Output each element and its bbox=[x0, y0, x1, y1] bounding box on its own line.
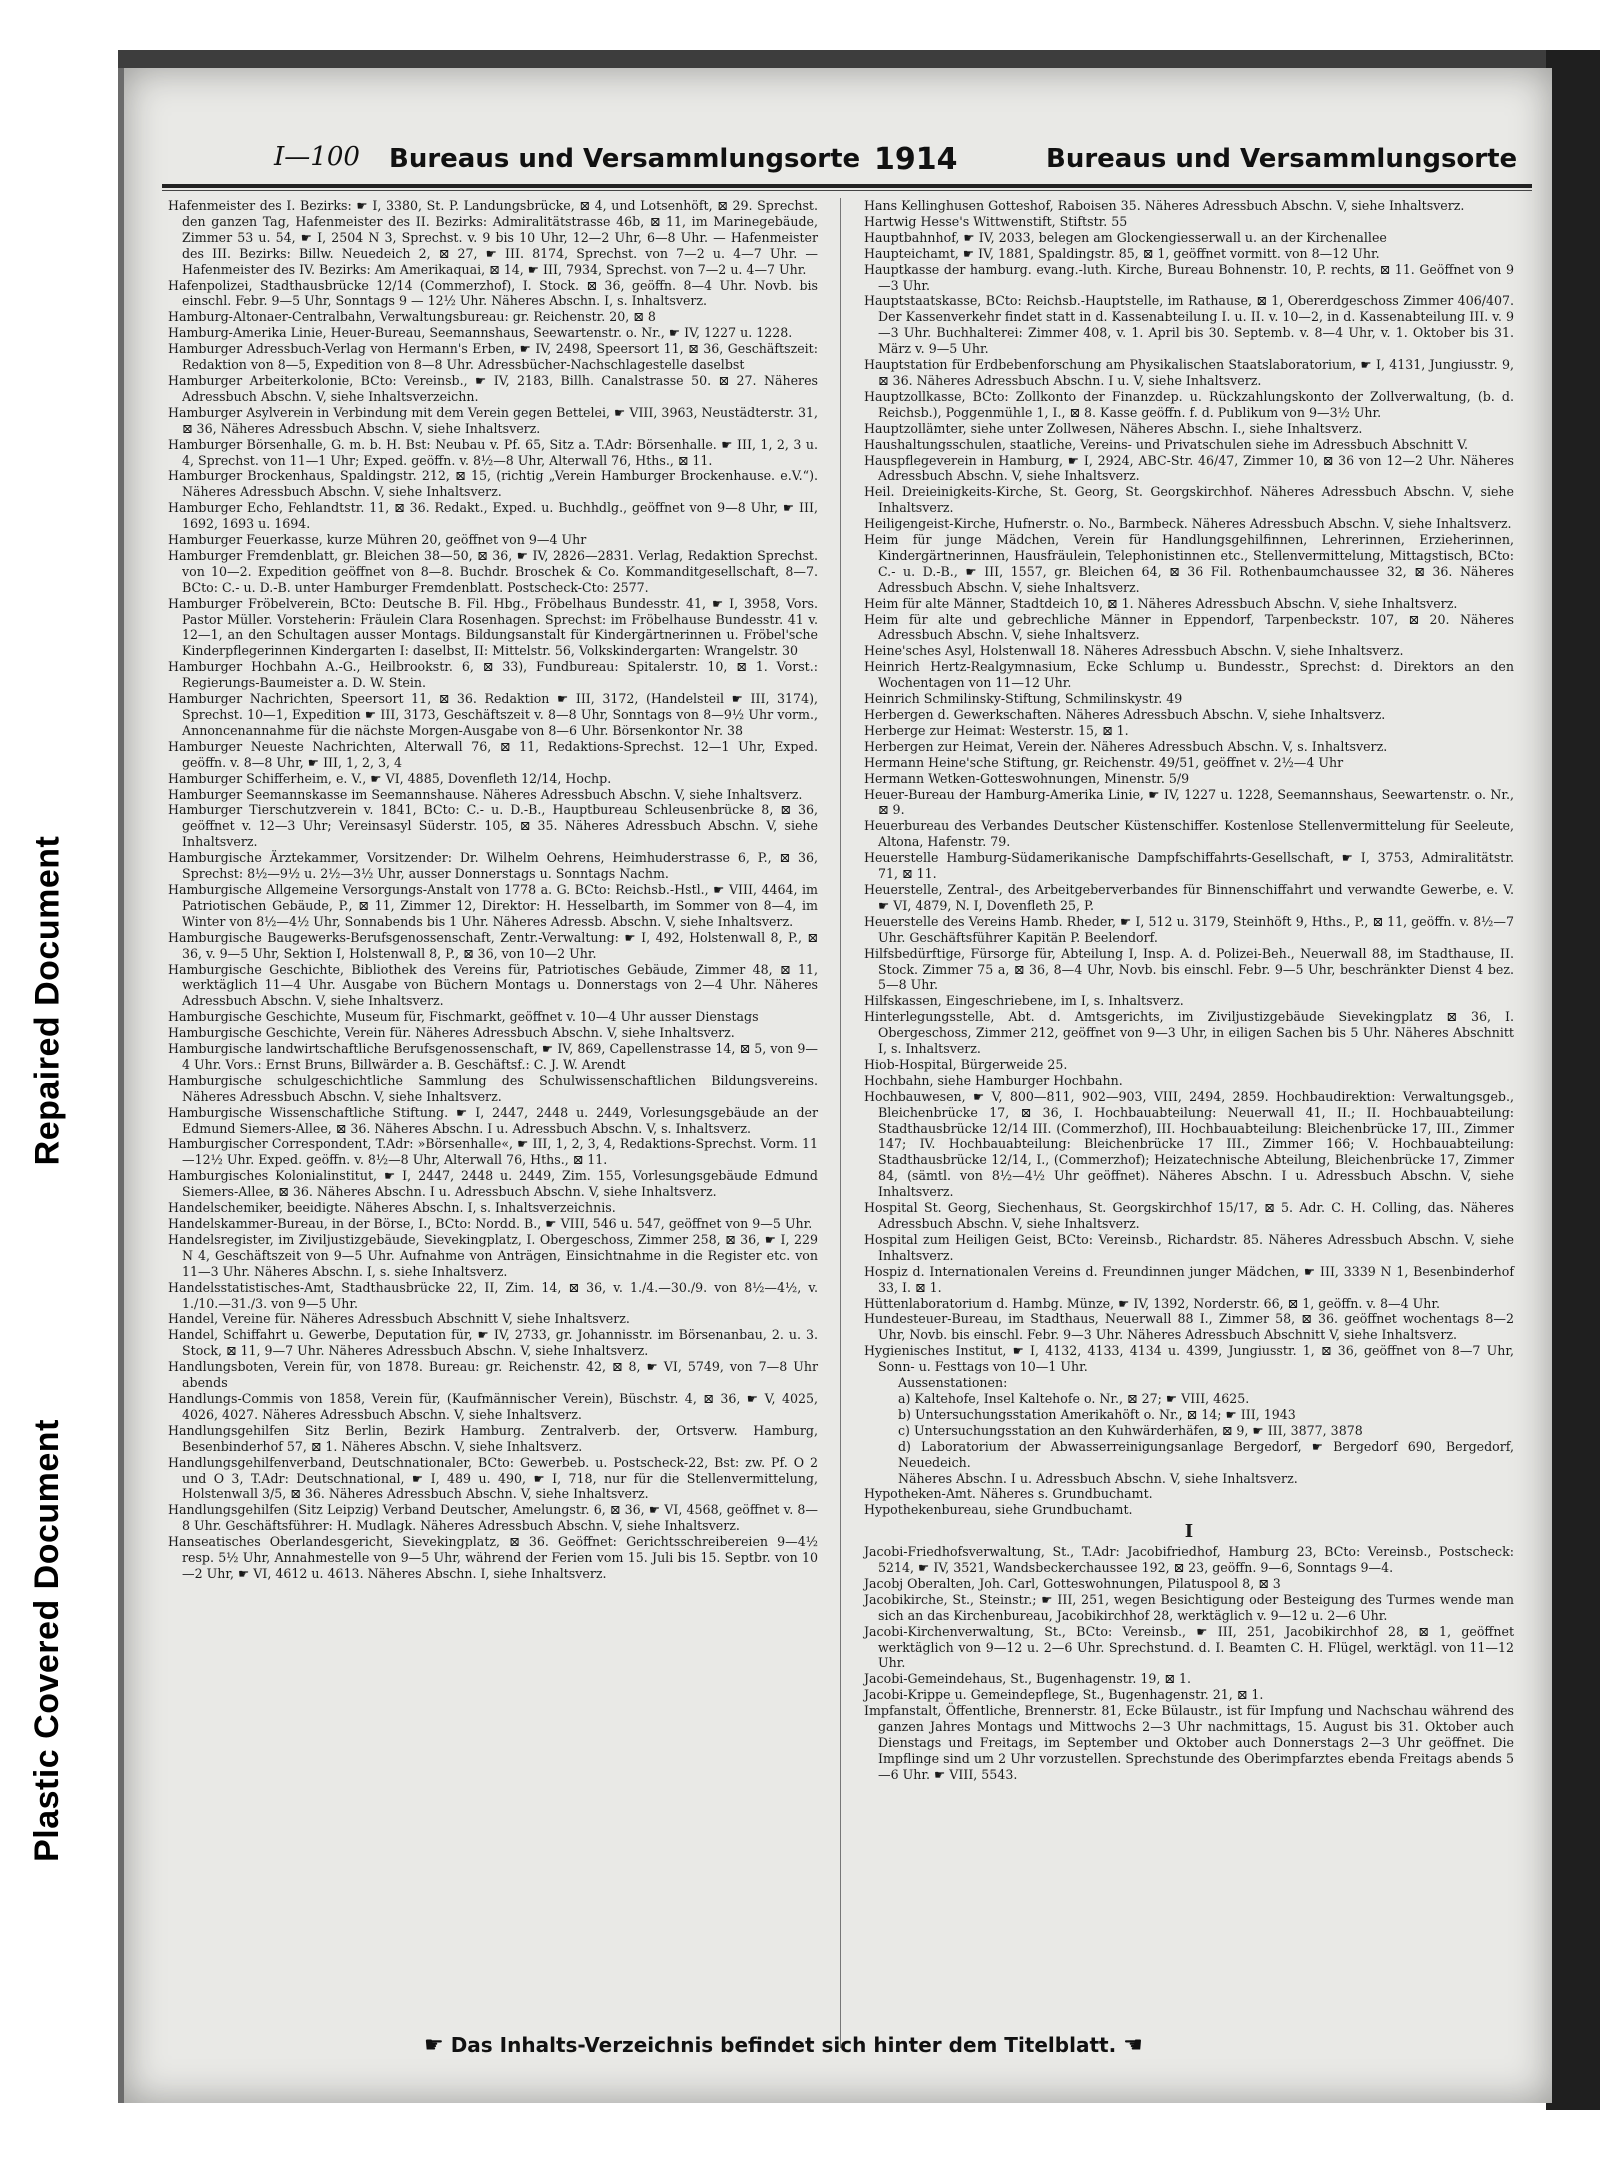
substation-item: d) Laboratorium der Abwasserreinigungsanlage Bergedorf, ☛ Bergedorf 690, Bergedorf, Neuedeich. bbox=[898, 1438, 1514, 1470]
directory-entry: Heuerstelle, Zentral-, des Arbeitgeberverbandes für Binnenschiffahrt und verwandte Gewerbe, e. V. ☛ VI, 4879, N. I, Dovenfleth 25, P. bbox=[864, 881, 1514, 913]
directory-entry: Hamburger Echo, Fehlandtstr. 11, ⊠ 36. Redakt., Exped. u. Buchhdlg., geöffnet von 9—8 Uhr, ☛ III, 1692, 1693 u. 1694. bbox=[168, 500, 818, 532]
header-rule-thin bbox=[162, 190, 1532, 191]
directory-entry: Hartwig Hesse's Wittwenstift, Stiftstr. 55 bbox=[864, 213, 1128, 229]
scanned-page bbox=[118, 68, 1552, 2103]
directory-entry: Hauptbahnhof, ☛ IV, 2033, belegen am Glockengiesserwall u. an der Kirchenallee bbox=[864, 229, 1387, 245]
hygiene-substations-tail: Näheres Abschn. I u. Adressbuch Abschn. V, siehe Inhaltsverz. bbox=[898, 1470, 1298, 1486]
directory-entry: Jacobikirche, St., Steinstr.; ☛ III, 251, wegen Besichtigung oder Besteigung des Turmes wende man sich an das Kirchenbureau, Jacobikirchhof 28, werktäglich v. 9—12 u. 2—6 Uhr. bbox=[864, 1591, 1514, 1623]
directory-entry: Hochbauwesen, ☛ V, 800—811, 902—903, VIII, 2494, 2859. Hochbaudirektion: Verwaltungsgeb., Bleichenbrücke 17, ⊠ 36, I. Hochbauabteilung: Neuerwall 41, II.; II. Hochbauabteilung: Stadthausbrücke 12/14 III. (Commerzhof), III. Hochbauabteilung: Bleichenbrücke 17, III., Zimmer 147; IV. Hochbauabteilung: Bleichenbrücke 17 III., Zimmer 166; V. Hochbauabteilung: Stadthausbrücke 12/14, I., (Commerzhof); Heizatechnische Abteilung, Bleichenbrücke 17, Zimmer 84, (sämtl. von 8½—4½ Uhr geöffnet). Näheres Abschn. I u. Adressbuch Abschn. V, siehe Inhaltsverz. bbox=[864, 1088, 1514, 1200]
directory-entry: Hauptzollkasse, BCto: Zollkonto der Finanzdep. u. Rückzahlungskonto der Zollverwaltung, (b. d. Reichsb.), Poggenmühle 1, I., ⊠ 8. Kasse geöffn. f. d. Publikum von 9—3½ Uhr. bbox=[864, 388, 1514, 420]
header-rule bbox=[162, 184, 1532, 188]
directory-entry: Heuerstelle Hamburg-Südamerikanische Dampfschiffahrts-Gesellschaft, ☛ I, 3753, Admiralitätstr. 71, ⊠ 11. bbox=[864, 850, 1514, 882]
directory-entry: Heinrich Hertz-Realgymnasium, Ecke Schlump u. Bundesstr., Sprechst: d. Direktors an den Wochentagen von 11—12 Uhr. bbox=[864, 659, 1514, 691]
directory-entry: Hundesteuer-Bureau, im Stadthaus, Neuerwall 88 I., Zimmer 58, ⊠ 36. geöffnet wochentags 8—2 Uhr, Novb. bis einschl. Febr. 9—3 Uhr. Näheres Adressbuch Abschnitt V, siehe Inhaltsverz. bbox=[864, 1311, 1514, 1343]
directory-entry: Hilfskassen, Eingeschriebene, im I, s. Inhaltsverz. bbox=[864, 993, 1184, 1009]
directory-entry: Heuerbureau des Verbandes Deutscher Küstenschiffer. Kostenlose Stellenvermittelung für Seeleute, Altona, Hafenstr. 79. bbox=[864, 818, 1514, 850]
directory-entry: Hamburger Fröbelverein, BCto: Deutsche B. Fil. Hbg., Fröbelhaus Bundesstr. 41, ☛ I, 3958, Vors. Pastor Müller. Vorsteherin: Fräulein Clara Rosenhagen. Sprechst: im Fröbelhause Bundesstr. 41 v. 12—1, an den Schultagen ausser Montags. Bildungsanstalt für Kindergärtnerinnen u. Fröbel'sche Kinderpflegerinnen Kindergarten I: daselbst, II: Mittelstr. 56, Volkskindergarten: Wrangelstr. 30 bbox=[168, 595, 818, 659]
directory-entry: Haupteichamt, ☛ IV, 1881, Spaldingstr. 85, ⊠ 1, geöffnet vormitt. von 8—12 Uhr. bbox=[864, 245, 1380, 261]
directory-entry: Jacobj Oberalten, Joh. Carl, Gotteswohnungen, Pilatuspool 8, ⊠ 3 bbox=[864, 1575, 1281, 1591]
directory-entry: Hauptstaatskasse, BCto: Reichsb.-Hauptstelle, im Rathause, ⊠ 1, Obererdgeschoss Zimmer 406/407. Der Kassenverkehr findet statt in d. Kassenabteilung I. u. II. v. 10—2, in d. Kassenabteilung III. v. 9—3 Uhr. Buchhalterei: Zimmer 408, v. 1. April bis 30. Septemb. v. 8—4 Uhr, v. 1. Oktober bis 31. März v. 9—5 Uhr. bbox=[864, 293, 1514, 357]
directory-entry: Hamburgische Allgemeine Versorgungs-Anstalt von 1778 a. G. BCto: Reichsb.-Hstl., ☛ VIII, 4464, im Patriotischen Gebäude, P., ⊠ 11, Zimmer 12, Direktor: H. Hesselbarth, im Sommer von 8—4, im Winter von 8½—4½ Uhr, Sonnabends bis 1 Uhr. Näheres Adressb. Abschn. V, siehe Inhaltsverz. bbox=[168, 881, 818, 929]
directory-entry: Hamburgisches Kolonialinstitut, ☛ I, 2447, 2448 u. 2449, Zim. 155, Vorlesungsgebäude Edmund Siemers-Allee, ⊠ 36. Näheres Abschn. I u. Adressbuch Abschn. V, siehe Inhaltsverz. bbox=[168, 1168, 818, 1200]
directory-entry: Hamburger Fremdenblatt, gr. Bleichen 38—50, ⊠ 36, ☛ IV, 2826—2831. Verlag, Redaktion Sprechst. von 10—2. Expedition geöffnet von 8—8. Buchdr. Broschek & Co. Kommanditgesellschaft, 8—7. BCto: C.- u. D.-B. unter Hamburger Fremdenblatt. Postscheck-Cto: 2577. bbox=[168, 547, 818, 595]
directory-entry: Hypothekenbureau, siehe Grundbuchamt. bbox=[864, 1502, 1133, 1518]
directory-entry: Handlungsgehilfen Sitz Berlin, Bezirk Hamburg. Zentralverb. der, Ortsverw. Hamburg, Besenbinderhof 57, ⊠ 1. Näheres Abschn. V, siehe Inhaltsverz. bbox=[168, 1422, 818, 1454]
page-header bbox=[154, 140, 1532, 180]
directory-entry: Hamburgischer Correspondent, T.Adr: »Börsenhalle«, ☛ III, 1, 2, 3, 4, Redaktions-Sprechst. Vorm. 11—12½ Uhr. Exped. geöffn. v. 8½—8 Uhr, Alterwall 76, Hths., ⊠ 11. bbox=[168, 1136, 818, 1168]
directory-entry: Hamburgische Baugewerks-Berufsgenossenschaft, Zentr.-Verwaltung: ☛ I, 492, Holstenwall 8, P., ⊠ 36, v. 9—5 Uhr, Sektion I, Holstenwall 8, P., ⊠ 36, von 10—2 Uhr. bbox=[168, 929, 818, 961]
directory-entry: Handlungsgehilfenverband, Deutschnationaler, BCto: Gewerbeb. u. Postscheck-22, Bst: zw. Pf. O 2 und O 3, T.Adr: Deutschnational, ☛ I, 489 u. 490, ☛ I, 718, nur für die Stellenvermittelung, Holstenwall 3/5, ⊠ 36. Näheres Adressbuch Abschn. V, siehe Inhaltsverz. bbox=[168, 1454, 818, 1502]
directory-entry: Hypotheken-Amt. Näheres s. Grundbuchamt. bbox=[864, 1486, 1153, 1502]
directory-entry: Hamburg-Altonaer-Centralbahn, Verwaltungsbureau: gr. Reichenstr. 20, ⊠ 8 bbox=[168, 309, 656, 325]
right-entries-hyp bbox=[864, 1486, 1514, 1518]
plastic-covered-stamp bbox=[0, 1360, 95, 1920]
left-column bbox=[168, 198, 818, 1582]
directory-entry: Jacobi-Gemeindehaus, St., Bugenhagenstr. 19, ⊠ 1. bbox=[864, 1671, 1192, 1687]
directory-entry: Heim für junge Mädchen, Verein für Handlungsgehilfinnen, Lehrerinnen, Erzieherinnen, Kindergärtnerinnen, Hausfräulein, Telephonistinnen etc., Stellenvermittelung, Mittagstisch, BCto: C.- u. D.-B., ☛ III, 1557, gr. Bleichen 64, ⊠ 36 Fil. Rothenbaumchaussee 32, ⊠ 36. Näheres Adressbuch Abschn. V, siehe Inhaltsverz. bbox=[864, 532, 1514, 595]
directory-entry: Handelsregister, im Ziviljustizgebäude, Sievekingplatz, I. Obergeschoss, Zimmer 258, ⊠ 36, ☛ I, 229 N 4, Geschäftszeit von 9—5 Uhr. Aufnahme von Anträgen, Einsichtnahme in die Register etc. von 11—3 Uhr. Näheres Abschn. I, s. siehe Inhaltsverz. bbox=[168, 1231, 818, 1279]
directory-entry: Hospiz d. Internationalen Vereins d. Freundinnen junger Mädchen, ☛ III, 3339 N 1, Besenbinderhof 33, I. ⊠ 1. bbox=[864, 1263, 1514, 1295]
directory-entry: Haushaltungsschulen, staatliche, Vereins- und Privatschulen siehe im Adressbuch Abschnitt V. bbox=[864, 436, 1469, 452]
directory-entry: Hamburger Arbeiterkolonie, BCto: Vereinsb., ☛ IV, 2183, Billh. Canalstrasse 50. ⊠ 27. Näheres Adressbuch Abschn. V, siehe Inhaltsverzeichn. bbox=[168, 372, 818, 404]
directory-entry: Hamburger Nachrichten, Speersort 11, ⊠ 36. Redaktion ☛ III, 3172, (Handelsteil ☛ III, 3174), Sprechst. 10—1, Expedition ☛ III, 3173, Geschäftszeit v. 8—8 Uhr, Sonntags von 8—9½ Uhr vorm., Annoncenannahme für die nächste Morgen-Ausgabe von 8—6 Uhr. Börsenkontor Nr. 38 bbox=[168, 691, 818, 738]
substation-item: c) Untersuchungsstation an den Kuhwärderhäfen, ⊠ 9, ☛ III, 3877, 3878 bbox=[898, 1422, 1363, 1438]
directory-entry: Hilfsbedürftige, Fürsorge für, Abteilung I, Insp. A. d. Polizei-Beh., Neuerwall 88, im Stadthause, II. Stock. Zimmer 75 a, ⊠ 36, 8—4 Uhr, Novb. bis einschl. Febr. 9—5 Uhr, beschränkter Dienst 4 bez. 5—8 Uhr. bbox=[864, 945, 1514, 993]
directory-entry: Hafenmeister des I. Bezirks: ☛ I, 3380, St. P. Landungsbrücke, ⊠ 4, und Lotsenhöft, ⊠ 29. Sprechst. den ganzen Tag, Hafenmeister des II. Bezirks: Admiralitätstrasse 46b, ⊠ 11, im Marinegebäude, Zimmer 53 u. 54, ☛ I, 2504 N 3, Sprechst. v. 9 bis 10 Uhr, 12—2 Uhr, 6—8 Uhr. — Hafenmeister des III. Bezirks: Billw. Neuedeich 2, ⊠ 27, ☛ III. 8174, Sprechst. von 7—2 u. 4—7 Uhr. — Hafenmeister des IV. Bezirks: Am Amerikaquai, ⊠ 14, ☛ III, 7934, Sprechst. von 7—2 u. 4—7 Uhr. bbox=[168, 198, 818, 277]
directory-entry: Hamburger Seemannskasse im Seemannshause. Näheres Adressbuch Abschn. V, siehe Inhaltsverz. bbox=[168, 786, 803, 802]
pointing-hand-right-icon: ☛ bbox=[424, 2033, 444, 2058]
directory-entry: Hüttenlaboratorium d. Hambg. Münze, ☛ IV, 1392, Norderstr. 66, ⊠ 1, geöffn. v. 8—4 Uhr. bbox=[864, 1295, 1441, 1311]
directory-entry: Hauptkasse der hamburg. evang.-luth. Kirche, Bureau Bohnenstr. 10, P. rechts, ⊠ 11. Geöffnet von 9—3 Uhr. bbox=[864, 261, 1514, 293]
directory-entry: Hanseatisches Oberlandesgericht, Sievekingplatz, ⊠ 36. Geöffnet: Gerichtsschreibereien 9—4½ resp. 5½ Uhr, Annahmestelle von 9—5 Uhr, während der Ferien vom 15. Juli bis 15. Septbr. von 10—2 Uhr, ☛ VI, 4612 u. 4613. Näheres Abschn. I, siehe Inhaltsverz. bbox=[168, 1534, 818, 1581]
right-entries-h bbox=[864, 198, 1514, 1375]
directory-entry: Herbergen zur Heimat, Verein der. Näheres Adressbuch Abschn. V, s. Inhaltsverz. bbox=[864, 738, 1388, 754]
directory-entry: Hamburger Neueste Nachrichten, Alterwall 76, ⊠ 11, Redaktions-Sprechst. 12—1 Uhr, Exped. geöffn. v. 8—8 Uhr, ☛ III, 1, 2, 3, 4 bbox=[168, 738, 818, 770]
directory-entry: Jacobi-Friedhofsverwaltung, St., T.Adr: Jacobifriedhof, Hamburg 23, BCto: Vereinsb., Postscheck: 5214, ☛ IV, 3521, Wandsbeckerchaussee 192, ⊠ 23, geöffn. 9—6, Sonntags 9—4. bbox=[864, 1544, 1514, 1576]
directory-entry: Handel, Vereine für. Näheres Adressbuch Abschnitt V, siehe Inhaltsverz. bbox=[168, 1311, 630, 1327]
directory-entry: Jacobi-Krippe u. Gemeindepflege, St., Bugenhagenstr. 21, ⊠ 1. bbox=[864, 1687, 1264, 1703]
directory-entry: Hermann Wetken-Gotteswohnungen, Minenstr. 5/9 bbox=[864, 770, 1190, 786]
directory-entry: Jacobi-Kirchenverwaltung, St., BCto: Vereinsb., ☛ III, 251, Jacobikirchhof 28, ⊠ 1, geöffnet werktäglich von 9—12 u. 2—6 Uhr. Sprechstund. d. I. Beamten C. H. Flügel, werktägl. von 11—12 Uhr. bbox=[864, 1623, 1514, 1671]
repaired-document-label: Repaired Document bbox=[28, 835, 66, 1165]
directory-entry: Impfanstalt, Öffentliche, Brennerstr. 81, Ecke Bülaustr., ist für Impfung und Nachschau während des ganzen Jahres Montags und Mittwochs 2—3 Uhr nachmittags, 15. August bis 31. Oktober auch Dienstags und Freitags, im September und Oktober auch Donnerstags 2—3 Uhr geöffnet. Die Impflinge sind um 2 Uhr vorzustellen. Sprechstunde des Oberimpfarztes ebenda Freitags abends 5—6 Uhr. ☛ VIII, 5543. bbox=[864, 1703, 1514, 1782]
hygiene-substations-head: Aussenstationen: bbox=[898, 1375, 1008, 1391]
section-letter-i: I bbox=[1184, 1521, 1194, 1543]
directory-entry: Hamburger Brockenhaus, Spaldingstr. 212, ⊠ 15, (richtig „Verein Hamburger Brockenhause. e.V.“). Näheres Adressbuch Abschn. V, siehe Inhaltsverz. bbox=[168, 468, 818, 500]
right-entries-i bbox=[864, 1544, 1514, 1783]
plastic-covered-label: Plastic Covered Document bbox=[28, 1418, 67, 1862]
directory-entry: Hamburgische schulgeschichtliche Sammlung des Schulwissenschaftlichen Bildungsvereins. Näheres Adressbuch Abschn. V, siehe Inhaltsverz. bbox=[168, 1072, 818, 1104]
directory-entry: Hamburgische Geschichte, Verein für. Näheres Adressbuch Abschn. V, siehe Inhaltsverz. bbox=[168, 1025, 735, 1041]
directory-entry: Heuerstelle des Vereins Hamb. Rheder, ☛ I, 512 u. 3179, Steinhöft 9, Hths., P., ⊠ 11, geöffn. v. 8½—7 Uhr. Geschäftsführer Kapitän P. Beelendorf. bbox=[864, 913, 1514, 945]
right-column bbox=[864, 198, 1514, 1783]
directory-entry: Hochbahn, siehe Hamburger Hochbahn. bbox=[864, 1072, 1123, 1088]
directory-entry: Hans Kellinghusen Gotteshof, Raboisen 35. Näheres Adressbuch Abschn. V, siehe Inhaltsverz. bbox=[864, 198, 1465, 213]
directory-entry: Hiob-Hospital, Bürgerweide 25. bbox=[864, 1056, 1068, 1072]
directory-entry: Handlungs-Commis von 1858, Verein für, (Kaufmännischer Verein), Büschstr. 4, ⊠ 36, ☛ V, 4025, 4026, 4027. Näheres Adressbuch Abschn. V, siehe Inhaltsverz. bbox=[168, 1390, 818, 1422]
directory-entry: Hauptstation für Erdbebenforschung am Physikalischen Staatslaboratorium, ☛ I, 4131, Jungiusstr. 9, ⊠ 36. Näheres Adressbuch Abschn. I u. V, siehe Inhaltsverz. bbox=[864, 357, 1514, 388]
directory-entry: Handlungsboten, Verein für, von 1878. Bureau: gr. Reichenstr. 42, ⊠ 8, ☛ VI, 5749, von 7—8 Uhr abends bbox=[168, 1359, 818, 1391]
directory-entry: Hamburger Hochbahn A.-G., Heilbrookstr. 6, ⊠ 33), Fundbureau: Spitalerstr. 10, ⊠ 1. Vorst.: Regierungs-Baumeister a. D. W. Stein. bbox=[168, 659, 818, 691]
directory-entry: Hermann Heine'sche Stiftung, gr. Reichenstr. 49/51, geöffnet v. 2½—4 Uhr bbox=[864, 754, 1344, 770]
directory-entry: Hamburger Börsenhalle, G. m. b. H. Bst: Neubau v. Pf. 65, Sitz a. T.Adr: Börsenhalle. ☛ III, 1, 2, 3 u. 4, Sprechst. von 11—1 Uhr; Exped. geöffn. v. 8½—8 Uhr, Alterwall 76, Hths., ⊠ 11. bbox=[168, 436, 818, 468]
directory-entry: Heim für alte Männer, Stadtdeich 10, ⊠ 1. Näheres Adressbuch Abschn. V, siehe Inhaltsverz. bbox=[864, 595, 1458, 611]
directory-entry: Handelsstatistisches-Amt, Stadthausbrücke 22, II, Zim. 14, ⊠ 36, v. 1./4.—30./9. von 8½—4½, v. 1./10.—31./3. von 9—5 Uhr. bbox=[168, 1279, 818, 1311]
substation-item: a) Kaltehofe, Insel Kaltehofe o. Nr., ⊠ 27; ☛ VIII, 4625. bbox=[898, 1390, 1250, 1406]
directory-entry: Heiligengeist-Kirche, Hufnerstr. o. No., Barmbeck. Näheres Adressbuch Abschn. V, siehe Inhaltsverz. bbox=[864, 516, 1512, 532]
directory-entry: Hamburger Adressbuch-Verlag von Hermann's Erben, ☛ IV, 2498, Speersort 11, ⊠ 36, Geschäftszeit: Redaktion von 8—5, Expedition von 8—8 Uhr. Adressbücher-Nachschlagestelle daselbst bbox=[168, 341, 818, 373]
directory-entry: Hamburg-Amerika Linie, Heuer-Bureau, Seemannshaus, Seewartenstr. o. Nr., ☛ IV, 1227 u. 1228. bbox=[168, 325, 793, 341]
directory-entry: Hamburgische landwirtschaftliche Berufsgenossenschaft, ☛ IV, 869, Capellenstrasse 14, ⊠ 5, von 9—4 Uhr. Vors.: Ernst Bruns, Billwärder a. B. Geschäftsf.: C. J. W. Arendt bbox=[168, 1041, 818, 1072]
directory-entry: Heuer-Bureau der Hamburg-Amerika Linie, ☛ IV, 1227 u. 1228, Seemannshaus, Seewartenstr. o. Nr., ⊠ 9. bbox=[864, 786, 1514, 818]
directory-entry: Heine'sches Asyl, Holstenwall 18. Näheres Adressbuch Abschn. V, siehe Inhaltsverz. bbox=[864, 643, 1404, 659]
directory-entry: Heinrich Schmilinsky-Stiftung, Schmilinskystr. 49 bbox=[864, 691, 1183, 707]
directory-entry: Hamburgische Geschichte, Bibliothek des Vereins für, Patriotisches Gebäude, Zimmer 48, ⊠ 11, werktäglich 11—4 Uhr. Ausgabe von Büchern Montags u. Donnerstags von 2—4 Uhr. Näheres Adressbuch Abschn. V, siehe Inhaltsverz. bbox=[168, 961, 818, 1009]
directory-entry: Hamburgische Ärztekammer, Vorsitzender: Dr. Wilhelm Oehrens, Heimhuderstrasse 6, P., ⊠ 36, Sprechst: 8½—9½ u. 2½—3½ Uhr, ausser Donnerstags u. Sonntags Nachm. bbox=[168, 850, 818, 882]
header-title-left: Bureaus und Versammlungsorte bbox=[389, 144, 861, 174]
directory-entry: Hospital zum Heiligen Geist, BCto: Vereinsb., Richardstr. 85. Näheres Adressbuch Abschn. V, siehe Inhaltsverz. bbox=[864, 1231, 1514, 1263]
directory-entry: Handlungsgehilfen (Sitz Leipzig) Verband Deutscher, Amelungstr. 6, ⊠ 36, ☛ VI, 4568, geöffnet v. 8—8 Uhr. Geschäftsführer: H. Mudlagk. Näheres Adressbuch Abschn. V, siehe Inhaltsverz. bbox=[168, 1502, 818, 1534]
directory-entry: Herbergen d. Gewerkschaften. Näheres Adressbuch Abschn. V, siehe Inhaltsverz. bbox=[864, 707, 1386, 722]
page-number: I—100 bbox=[274, 142, 360, 172]
directory-entry: Hamburgische Geschichte, Museum für, Fischmarkt, geöffnet v. 10—4 Uhr ausser Dienstags bbox=[168, 1009, 759, 1025]
scan-edge-right bbox=[1546, 50, 1600, 2110]
header-title-right: Bureaus und Versammlungsorte bbox=[1046, 144, 1518, 174]
directory-entry: Herberge zur Heimat: Westerstr. 15, ⊠ 1. bbox=[864, 722, 1129, 738]
hygiene-substations bbox=[864, 1391, 1514, 1471]
directory-entry: Hamburger Tierschutzverein v. 1841, BCto: C.- u. D.-B., Hauptbureau Schleusenbrücke 8, ⊠ 36, geöffnet v. 12—3 Uhr; Vereinsasyl Süderstr. 105, ⊠ 35. Näheres Adressbuch Abschn. V, siehe Inhaltsverz. bbox=[168, 802, 818, 850]
pointing-hand-left-icon: ☚ bbox=[1123, 2033, 1143, 2058]
directory-entry: Handel, Schiffahrt u. Gewerbe, Deputation für, ☛ IV, 2733, gr. Johannisstr. im Börsenanbau, 2. u. 3. Stock, ⊠ 11, 9—7 Uhr. Näheres Adressbuch Abschn. V, siehe Inhaltsverz. bbox=[168, 1327, 818, 1359]
directory-entry: Handelschemiker, beeidigte. Näheres Abschn. I, s. Inhaltsverzeichnis. bbox=[168, 1200, 616, 1216]
directory-entry: Heil. Dreieinigkeits-Kirche, St. Georg, St. Georgskirchhof. Näheres Adressbuch Abschn. V, siehe Inhaltsverz. bbox=[864, 484, 1514, 516]
directory-entry: Hinterlegungsstelle, Abt. d. Amtsgerichts, im Ziviljustizgebäude Sievekingplatz ⊠ 36, I. Obergeschoss, Zimmer 212, geöffnet von 9—3 Uhr, in eiligen Sachen bis 5 Uhr. Näheres Abschnitt I, s. Inhaltsverz. bbox=[864, 1009, 1514, 1057]
directory-entry: Hygienisches Institut, ☛ I, 4132, 4133, 4134 u. 4399, Jungiusstr. 1, ⊠ 36, geöffnet von 8—7 Uhr, Sonn- u. Festtags von 10—1 Uhr. bbox=[864, 1343, 1514, 1375]
directory-entry: Hafenpolizei, Stadthausbrücke 12/14 (Commerzhof), I. Stock. ⊠ 36, geöffn. 8—4 Uhr. Novb. bis einschl. Febr. 9—5 Uhr, Sonntags 9 — 12½ Uhr. Näheres Abschn. I, s. Inhaltsverz. bbox=[168, 277, 818, 309]
footer-note bbox=[424, 2033, 1143, 2058]
column-divider bbox=[840, 198, 841, 2048]
directory-entry: Hauptzollämter, siehe unter Zollwesen, Näheres Abschn. I., siehe Inhaltsverz. bbox=[864, 420, 1363, 436]
directory-entry: Heim für alte und gebrechliche Männer in Eppendorf, Tarpenbeckstr. 107, ⊠ 20. Näheres Adressbuch Abschn. V, siehe Inhaltsverz. bbox=[864, 611, 1514, 643]
repaired-document-stamp bbox=[0, 700, 95, 1300]
directory-entry: Handelskammer-Bureau, in der Börse, I., BCto: Nordd. B., ☛ VIII, 546 u. 547, geöffnet von 9—5 Uhr. bbox=[168, 1216, 813, 1231]
directory-entry: Hamburger Feuerkasse, kurze Mühren 20, geöffnet von 9—4 Uhr bbox=[168, 532, 587, 548]
directory-entry: Hamburger Schifferheim, e. V., ☛ VI, 4885, Dovenfleth 12/14, Hochp. bbox=[168, 770, 612, 786]
directory-entry: Hospital St. Georg, Siechenhaus, St. Georgskirchhof 15/17, ⊠ 5. Adr. C. H. Colling, das. Näheres Adressbuch Abschn. V, siehe Inhaltsverz. bbox=[864, 1200, 1514, 1231]
directory-entry: Hamburger Asylverein in Verbindung mit dem Verein gegen Bettelei, ☛ VIII, 3963, Neustädterstr. 31, ⊠ 36, Näheres Adressbuch Abschn. V, siehe Inhaltsverz. bbox=[168, 404, 818, 436]
header-year: 1914 bbox=[874, 142, 958, 177]
directory-entry: Hauspflegeverein in Hamburg, ☛ I, 2924, ABC-Str. 46/47, Zimmer 10, ⊠ 36 von 12—2 Uhr. Näheres Adressbuch Abschn. V, siehe Inhaltsverz. bbox=[864, 452, 1514, 484]
directory-entry: Hamburgische Wissenschaftliche Stiftung. ☛ I, 2447, 2448 u. 2449, Vorlesungsgebäude an der Edmund Siemers-Allee, ⊠ 36. Näheres Abschn. I u. Adressbuch Abschn. V, s. Inhaltsverz. bbox=[168, 1104, 818, 1136]
footer-text: Das Inhalts-Verzeichnis befindet sich hinter dem Titelblatt. bbox=[450, 2033, 1117, 2057]
substation-item: b) Untersuchungsstation Amerikahöft o. Nr., ⊠ 14; ☛ III, 1943 bbox=[898, 1406, 1296, 1422]
